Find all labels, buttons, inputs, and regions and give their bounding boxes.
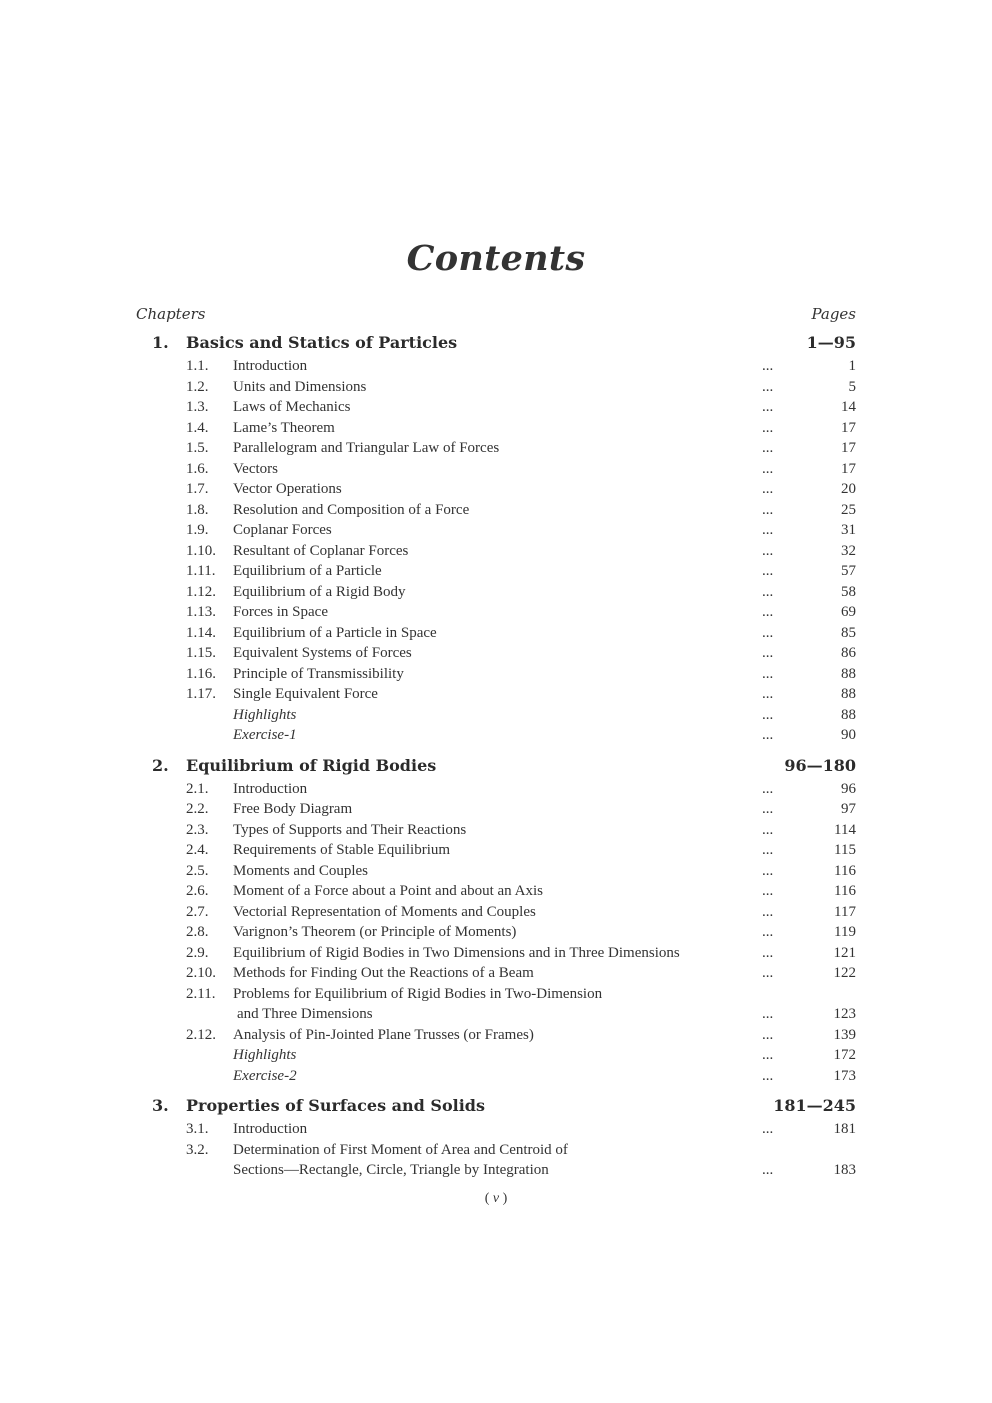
section-number: 1.7.	[186, 481, 209, 497]
section-title: Exercise-1	[233, 727, 297, 743]
section-title: Units and Dimensions	[233, 378, 367, 395]
page-number: 88	[841, 665, 856, 682]
section-title: Parallelogram and Triangular Law of Forces	[233, 440, 500, 456]
page-title: Contents	[406, 238, 586, 279]
chapter-title: Equilibrium of Rigid Bodies	[186, 755, 437, 775]
section-title: Equilibrium of a Rigid Body	[233, 583, 406, 600]
leader-dots: ...	[762, 665, 774, 682]
leader-dots: ...	[762, 862, 774, 879]
page-number: 173	[833, 1067, 856, 1084]
toc-entry	[136, 563, 856, 584]
toc-entry	[136, 707, 856, 728]
section-number: 1.4.	[186, 419, 209, 436]
leader-dots: ...	[762, 1047, 774, 1063]
section-title: Principle of Transmissibility	[233, 665, 404, 682]
toc-entry	[136, 522, 856, 543]
chapter-number: 1.	[152, 333, 169, 352]
section-number: 1.2.	[186, 378, 209, 395]
leader-dots: ...	[762, 419, 774, 436]
leader-dots: ...	[762, 965, 774, 981]
section-number: 2.3.	[186, 821, 209, 838]
toc-entry	[136, 842, 856, 863]
leader-dots: ...	[762, 460, 774, 477]
section-number: 2.5.	[186, 862, 209, 879]
page-number: 5	[848, 378, 856, 395]
section-title: Forces in Space	[233, 604, 328, 620]
leader-dots: ...	[762, 686, 774, 702]
page-number: 97	[841, 801, 856, 817]
toc-entry	[136, 1006, 856, 1027]
toc-entry	[136, 1121, 856, 1142]
toc-entry	[136, 379, 856, 400]
section-number: 1.8.	[186, 501, 209, 518]
page-number: 17	[841, 440, 856, 456]
toc-entry	[136, 461, 856, 482]
section-title: Introduction	[233, 1121, 308, 1137]
section-number: 2.8.	[186, 924, 209, 940]
table-of-contents	[136, 333, 856, 1183]
page-number: 25	[841, 501, 856, 518]
section-title: Moment of a Force about a Point and about an Axis	[233, 883, 543, 899]
section-title: Determination of First Moment of Area and Centroid of	[233, 1141, 568, 1158]
toc-entry	[136, 883, 856, 904]
leader-dots: ...	[762, 944, 774, 961]
page-number: 88	[841, 686, 856, 702]
page-number: 119	[834, 924, 856, 940]
section-title: Moments and Couples	[233, 862, 368, 879]
section-number: 3.1.	[186, 1121, 209, 1137]
page-number: 115	[834, 842, 856, 858]
leader-dots: ...	[762, 583, 774, 600]
leader-dots: ...	[762, 399, 774, 415]
section-title: Laws of Mechanics	[233, 399, 351, 415]
page-number: 122	[833, 965, 856, 981]
section-number: 2.10.	[186, 965, 216, 981]
chapter-page-range: 1—95	[806, 333, 856, 352]
leader-dots: ...	[762, 842, 774, 858]
chapter-number: 2.	[152, 755, 169, 775]
toc-entry	[136, 604, 856, 625]
section-title: and Three Dimensions	[237, 1006, 373, 1022]
section-number: 2.2.	[186, 801, 209, 817]
leader-dots: ...	[762, 1067, 774, 1084]
leader-dots: ...	[762, 604, 774, 620]
section-number: 1.3.	[186, 399, 209, 415]
toc-entry	[136, 1047, 856, 1068]
page-number: 116	[834, 862, 856, 879]
leader-dots: ...	[762, 821, 774, 838]
page-number: 85	[841, 624, 856, 641]
toc-entry	[136, 924, 856, 945]
page-number: 1	[848, 358, 856, 374]
page-number: 172	[833, 1047, 856, 1063]
chapter-heading	[136, 1096, 856, 1121]
toc-entry	[136, 625, 856, 646]
section-title: Equivalent Systems of Forces	[233, 645, 412, 661]
page-number-roman: v	[492, 1191, 500, 1206]
chapter-title: Properties of Surfaces and Solids	[186, 1096, 485, 1115]
toc-entry	[136, 481, 856, 502]
section-number: 2.1.	[186, 780, 209, 797]
page-number: 88	[841, 706, 856, 723]
page-number: 20	[841, 481, 856, 497]
page-number: 17	[841, 460, 856, 477]
section-number: 1.15.	[186, 645, 216, 661]
section-title: Vector Operations	[233, 481, 342, 497]
section-title: Introduction	[233, 358, 308, 374]
chapter-page-range: 181—245	[773, 1096, 856, 1115]
section-number: 1.5.	[186, 440, 209, 456]
page-number: 181	[833, 1121, 856, 1137]
page-number: 86	[841, 645, 856, 661]
toc-entry	[136, 358, 856, 379]
leader-dots: ...	[762, 883, 774, 899]
page-number: 121	[833, 944, 856, 961]
section-title: Coplanar Forces	[233, 522, 332, 538]
pages-header: Pages	[811, 305, 856, 323]
section-number: 1.9.	[186, 522, 209, 538]
section-title: Varignon’s Theorem (or Principle of Moments)	[233, 924, 517, 940]
leader-dots: ...	[762, 924, 774, 940]
section-number: 2.7.	[186, 903, 209, 920]
leader-dots: ...	[762, 378, 774, 395]
page-number: 14	[841, 399, 856, 415]
section-number: 1.6.	[186, 460, 209, 477]
toc-entry	[136, 904, 856, 925]
leader-dots: ...	[762, 1121, 774, 1137]
section-number: 2.6.	[186, 883, 209, 899]
section-number: 1.16.	[186, 665, 216, 682]
leader-dots: ...	[762, 358, 774, 374]
toc-entry	[136, 666, 856, 687]
toc-entry	[136, 727, 856, 748]
chapter-number: 3.	[152, 1096, 169, 1115]
toc-entry	[136, 801, 856, 822]
leader-dots: ...	[762, 1162, 774, 1178]
leader-dots: ...	[762, 563, 774, 579]
section-number: 2.12.	[186, 1026, 216, 1043]
section-title: Equilibrium of Rigid Bodies in Two Dimensions and in Three Dimensions	[233, 944, 680, 961]
leader-dots: ...	[762, 645, 774, 661]
section-title: Resolution and Composition of a Force	[233, 501, 470, 518]
leader-dots: ...	[762, 522, 774, 538]
toc-entry	[136, 502, 856, 523]
toc-entry	[136, 986, 856, 1007]
section-number: 1.1.	[186, 358, 209, 374]
page-number: 58	[841, 583, 856, 600]
footer-close: )	[499, 1191, 508, 1206]
page-number: 183	[833, 1162, 856, 1178]
section-title: Highlights	[233, 706, 297, 723]
section-title: Resultant of Coplanar Forces	[233, 542, 409, 559]
chapter-heading	[136, 756, 856, 781]
section-title: Problems for Equilibrium of Rigid Bodies in Two-Dimension	[233, 985, 603, 1002]
toc-entry	[136, 1068, 856, 1089]
toc-entry	[136, 822, 856, 843]
page-number: 114	[834, 821, 856, 838]
page-number: 123	[833, 1006, 856, 1022]
leader-dots: ...	[762, 727, 774, 743]
page-number: 17	[841, 419, 856, 436]
leader-dots: ...	[762, 624, 774, 641]
toc-entry	[136, 645, 856, 666]
section-number: 1.14.	[186, 624, 216, 641]
chapter-page-range: 96—180	[784, 755, 856, 775]
chapter-heading	[136, 333, 856, 358]
section-number: 2.4.	[186, 842, 209, 858]
page-number: 117	[834, 903, 856, 920]
toc-entry	[136, 781, 856, 802]
page-number: 32	[841, 542, 856, 559]
section-number: 1.11.	[186, 563, 216, 579]
toc-entry	[136, 584, 856, 605]
toc-entry	[136, 440, 856, 461]
toc-entry	[136, 965, 856, 986]
page-number: 57	[841, 563, 856, 579]
leader-dots: ...	[762, 706, 774, 723]
section-title: Vectors	[233, 460, 278, 477]
leader-dots: ...	[762, 780, 774, 797]
section-title: Sections—Rectangle, Circle, Triangle by Integration	[233, 1162, 549, 1178]
section-number: 2.11.	[186, 985, 216, 1002]
section-number: 1.12.	[186, 583, 216, 600]
page-number: 90	[841, 727, 856, 743]
leader-dots: ...	[762, 542, 774, 559]
toc-entry	[136, 686, 856, 707]
toc-entry	[136, 420, 856, 441]
leader-dots: ...	[762, 903, 774, 920]
leader-dots: ...	[762, 481, 774, 497]
section-number: 1.13.	[186, 604, 216, 620]
toc-entry	[136, 1142, 856, 1163]
toc-entry	[136, 945, 856, 966]
section-title: Types of Supports and Their Reactions	[233, 821, 467, 838]
section-title: Introduction	[233, 780, 308, 797]
section-number: 1.17.	[186, 686, 216, 702]
toc-entry	[136, 543, 856, 564]
section-title: Free Body Diagram	[233, 801, 353, 817]
section-number: 2.9.	[186, 944, 209, 961]
section-title: Analysis of Pin-Jointed Plane Trusses (or Frames)	[233, 1026, 534, 1043]
section-title: Lame’s Theorem	[233, 419, 335, 436]
leader-dots: ...	[762, 1006, 774, 1022]
toc-entry	[136, 1162, 856, 1183]
footer-open: (	[484, 1191, 493, 1206]
page-number: 69	[841, 604, 856, 620]
section-title: Equilibrium of a Particle in Space	[233, 624, 437, 641]
toc-entry	[136, 399, 856, 420]
toc-entry	[136, 863, 856, 884]
toc-entry	[136, 1027, 856, 1048]
section-title: Requirements of Stable Equilibrium	[233, 842, 451, 858]
leader-dots: ...	[762, 801, 774, 817]
page-number: 139	[833, 1026, 856, 1043]
chapter-title: Basics and Statics of Particles	[186, 333, 458, 352]
leader-dots: ...	[762, 1026, 774, 1043]
section-title: Equilibrium of a Particle	[233, 563, 382, 579]
section-title: Vectorial Representation of Moments and Couples	[233, 903, 536, 920]
section-number: 1.10.	[186, 542, 216, 559]
page-number: 96	[841, 780, 856, 797]
section-title: Highlights	[233, 1047, 297, 1063]
leader-dots: ...	[762, 440, 774, 456]
leader-dots: ...	[762, 501, 774, 518]
page-footer	[0, 1191, 992, 1207]
section-title: Methods for Finding Out the Reactions of a Beam	[233, 965, 534, 981]
page-number: 116	[834, 883, 856, 899]
section-number: 3.2.	[186, 1141, 209, 1158]
page-number: 31	[841, 522, 856, 538]
section-title: Exercise-2	[233, 1067, 297, 1084]
section-title: Single Equivalent Force	[233, 686, 378, 702]
chapters-header: Chapters	[136, 305, 206, 323]
